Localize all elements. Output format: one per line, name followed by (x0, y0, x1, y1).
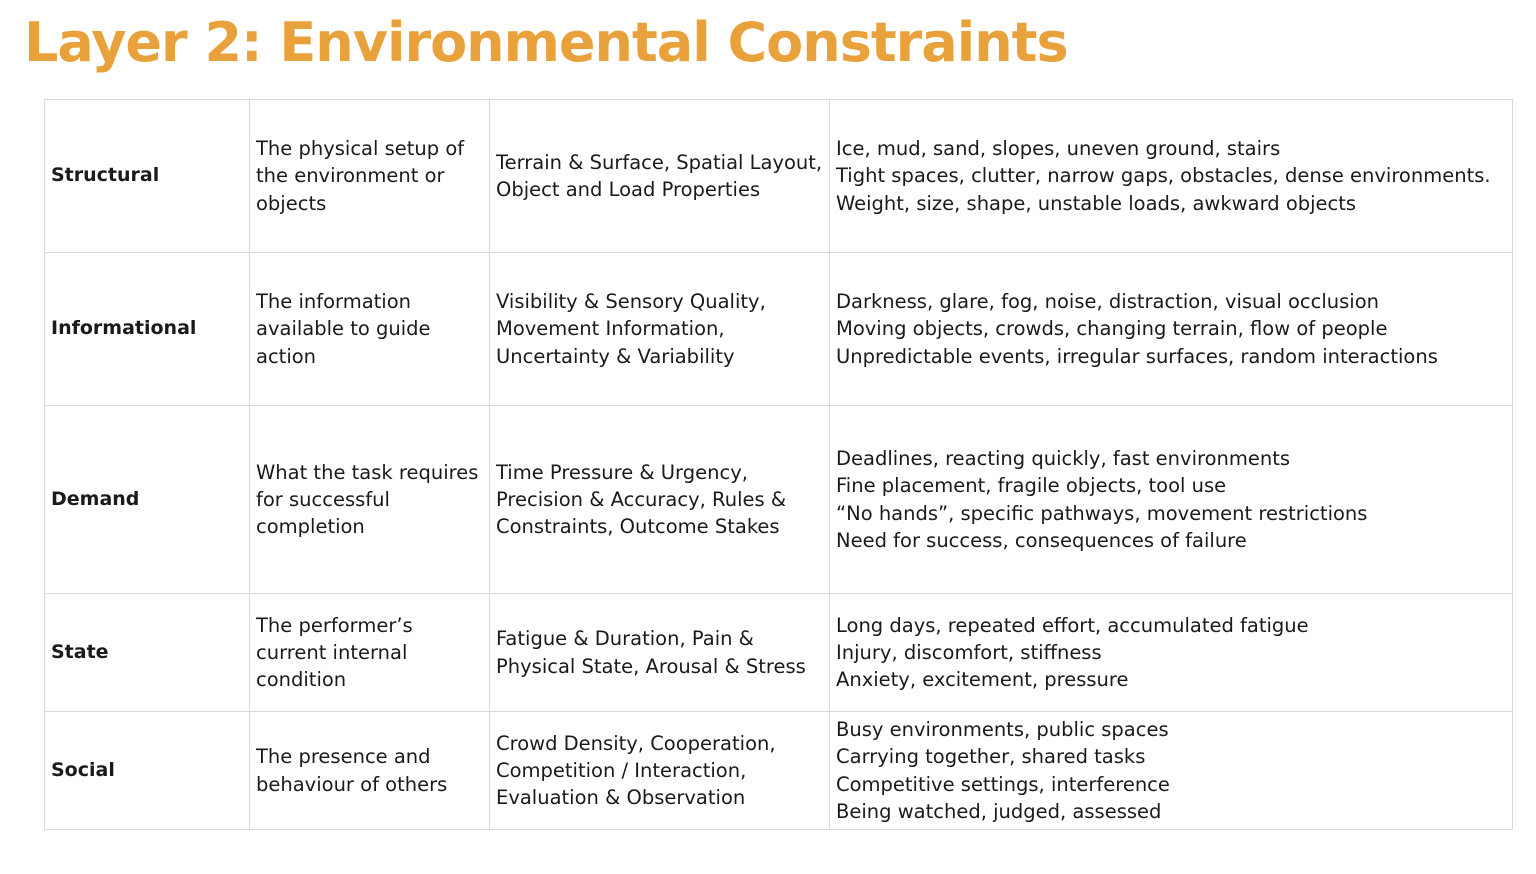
definition-cell (250, 712, 490, 830)
subcategories-cell (490, 712, 830, 830)
subcategories-cell (490, 594, 830, 712)
subcategories-text: Visibility & Sensory Quality, Movement Information, Uncertainty & Variability (496, 290, 766, 368)
table-row-social (45, 712, 1513, 830)
definition-cell (250, 406, 490, 594)
definition-text: What the task requires for successful completion (256, 460, 479, 539)
page-title: Layer 2: Environmental Constraints (24, 11, 1068, 74)
examples-cell (830, 100, 1513, 253)
subcategories-text: Terrain & Surface, Spatial Layout, Object and Load Properties (496, 150, 823, 201)
examples-cell (830, 712, 1513, 830)
constraints-table (44, 99, 1513, 830)
subcategories-text: Fatigue & Duration, Pain & Physical State, Arousal & Stress (496, 627, 806, 678)
definition-text: The physical setup of the environment or objects (256, 137, 465, 215)
example-line: Competitive settings, interference (836, 772, 1170, 796)
category-cell: Social (45, 712, 250, 830)
example-line: Anxiety, excitement, pressure (836, 668, 1129, 692)
example-line: Long days, repeated effort, accumulated fatigue (836, 613, 1309, 637)
example-line: Carrying together, shared tasks (836, 745, 1146, 769)
category-cell: Informational (45, 253, 250, 406)
table-row-structural (45, 100, 1513, 253)
example-line: Deadlines, reacting quickly, fast environments (836, 446, 1291, 470)
category-cell: Demand (45, 406, 250, 594)
definition-text: The presence and behaviour of others (256, 745, 448, 796)
example-line: Busy environments, public spaces (836, 717, 1169, 741)
example-line: “No hands”, specific pathways, movement restrictions (836, 501, 1368, 525)
subcategories-text: Time Pressure & Urgency, Precision & Accuracy, Rules & Constraints, Outcome Stakes (496, 460, 787, 539)
example-line: Being watched, judged, assessed (836, 799, 1162, 823)
examples-cell (830, 594, 1513, 712)
definition-cell (250, 594, 490, 712)
examples-cell (830, 253, 1513, 406)
example-line: Unpredictable events, irregular surfaces, random interactions (836, 344, 1438, 368)
example-line: Injury, discomfort, stiffness (836, 640, 1102, 664)
definition-cell (250, 253, 490, 406)
definition-cell (250, 100, 490, 253)
category-cell: State (45, 594, 250, 712)
example-line: Need for success, consequences of failure (836, 528, 1247, 552)
definition-text: The performer’s current internal condition (256, 613, 413, 692)
example-line: Weight, size, shape, unstable loads, awkward objects (836, 191, 1357, 215)
subcategories-text: Crowd Density, Cooperation, Competition / Interaction, Evaluation & Observation (496, 731, 776, 810)
category-cell: Structural (45, 100, 250, 253)
definition-text: The information available to guide action (256, 290, 431, 368)
table-row-demand (45, 406, 1513, 594)
example-line: Fine placement, fragile objects, tool use (836, 474, 1227, 498)
constraints-table-container (44, 99, 1513, 830)
table-row-informational (45, 253, 1513, 406)
subcategories-cell (490, 253, 830, 406)
example-line: Darkness, glare, fog, noise, distraction, visual occlusion (836, 290, 1380, 314)
example-line: Moving objects, crowds, changing terrain, flow of people (836, 317, 1388, 341)
example-line: Ice, mud, sand, slopes, uneven ground, stairs (836, 137, 1281, 161)
example-line: Tight spaces, clutter, narrow gaps, obstacles, dense environments. (836, 164, 1491, 188)
examples-cell (830, 406, 1513, 594)
table-row-state (45, 594, 1513, 712)
subcategories-cell (490, 100, 830, 253)
subcategories-cell (490, 406, 830, 594)
